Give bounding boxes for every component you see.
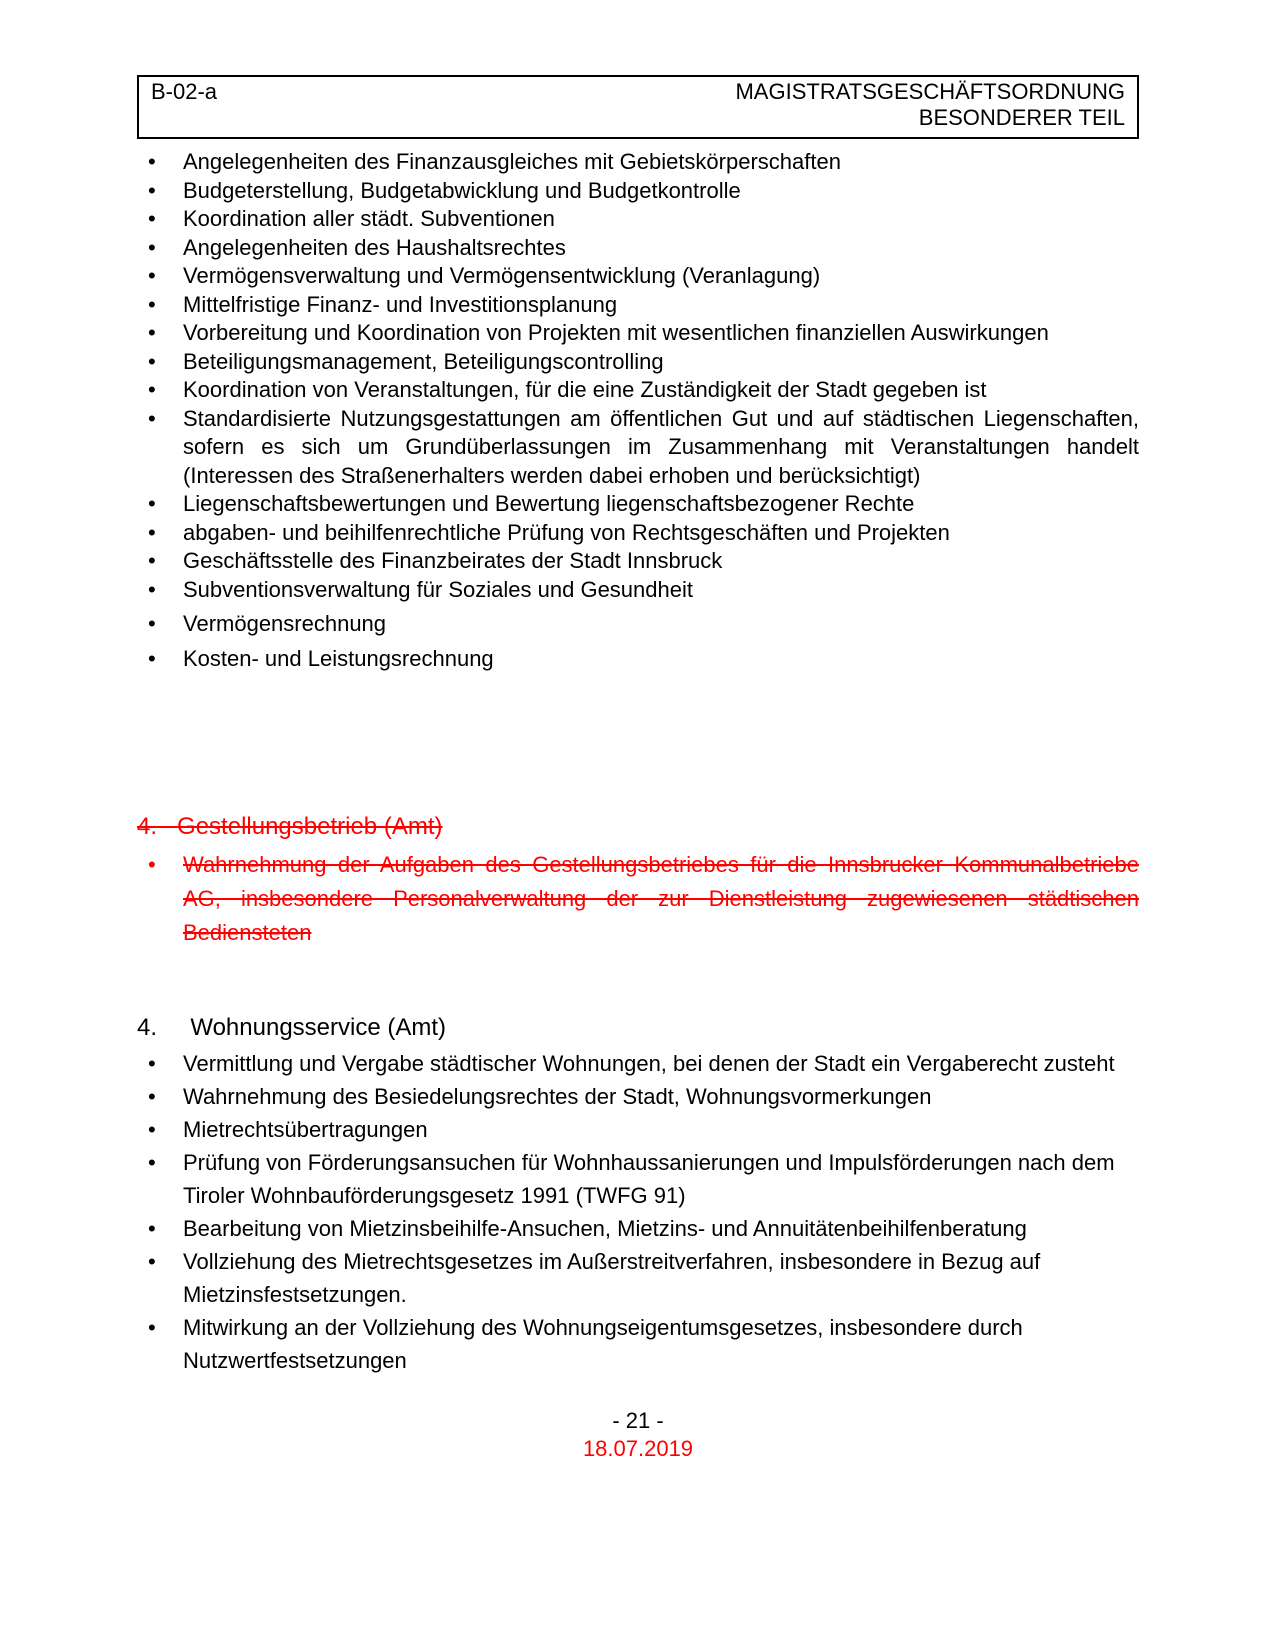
list-item-deleted bbox=[137, 848, 1139, 950]
list-item bbox=[137, 1113, 1139, 1146]
footer-date: 18.07.2019 bbox=[582, 1436, 694, 1461]
bullet-icon: • bbox=[148, 263, 156, 288]
bullet-icon: • bbox=[148, 234, 156, 260]
section-title: Gestellungsbetrieb (Amt) bbox=[177, 813, 443, 840]
bullet-icon: • bbox=[148, 519, 156, 545]
bullet-icon: • bbox=[148, 348, 156, 374]
bullet-icon: • bbox=[148, 1150, 156, 1175]
list-item bbox=[137, 490, 1139, 519]
list-item bbox=[137, 405, 1139, 491]
list-item bbox=[137, 576, 1139, 605]
bullet-icon: • bbox=[148, 1051, 156, 1076]
list-item bbox=[137, 1245, 1139, 1311]
document-code: B-02-a bbox=[151, 79, 218, 104]
list-item-text: Angelegenheiten des Haushaltsrechtes bbox=[183, 234, 566, 260]
list-item-text: Wahrnehmung des Besiedelungsrechtes der Stadt, Wohnungsvormerkungen bbox=[183, 1084, 932, 1109]
list-item bbox=[137, 348, 1139, 377]
list-item-text: Vermögensrechnung bbox=[183, 611, 387, 636]
list-item bbox=[137, 319, 1139, 348]
list-item-text: Standardisierte Nutzungsgestattungen am öffentlichen Gut und auf städtischen Liegenschaften, sofern es sich um Grundüberlassungen im Zusammenhang mit Veranstaltungen handelt (Interessen des Straßenerhalters werden dabei erhoben und berücksichtigt) bbox=[183, 405, 1139, 488]
bullet-icon: • bbox=[148, 611, 156, 636]
bullet-icon: • bbox=[148, 149, 156, 174]
list-item bbox=[137, 519, 1139, 548]
section-title: Wohnungsservice (Amt) bbox=[190, 1014, 447, 1041]
list-item bbox=[137, 291, 1139, 320]
list-item-text: Vermögensverwaltung und Vermögensentwicklung (Veranlagung) bbox=[183, 263, 821, 288]
list-item bbox=[137, 610, 1139, 639]
document-title-line2: BESONDERER TEIL bbox=[918, 105, 1125, 130]
list-item-text: Bearbeitung von Mietzinsbeihilfe-Ansuchen, Mietzins- und Annuitätenbeihilfenberatung bbox=[183, 1216, 1027, 1241]
bullet-icon: • bbox=[148, 1315, 156, 1340]
list-item bbox=[137, 547, 1139, 576]
list-item bbox=[137, 1146, 1139, 1212]
bullet-icon: • bbox=[148, 377, 156, 402]
page-number: - 21 - bbox=[612, 1408, 664, 1433]
document-title-line1: MAGISTRATSGESCHÄFTSORDNUNG bbox=[735, 79, 1125, 104]
list-item-text: Vorbereitung und Koordination von Projekten mit wesentlichen finanziellen Auswirkungen bbox=[183, 320, 1049, 345]
section-number: 4. bbox=[137, 1014, 158, 1041]
list-item bbox=[137, 1047, 1139, 1080]
list-item-text: Mietrechtsübertragungen bbox=[183, 1117, 428, 1142]
list-item bbox=[137, 177, 1139, 206]
list-item bbox=[137, 205, 1139, 234]
list-item bbox=[137, 234, 1139, 263]
list-item-text: Mitwirkung an der Vollziehung des Wohnungseigentumsgesetzes, insbesondere durch Nutzwertfestsetzungen bbox=[183, 1315, 1023, 1373]
bullet-icon: • bbox=[148, 852, 156, 877]
document-header-box bbox=[137, 75, 1139, 139]
bullet-icon: • bbox=[148, 291, 156, 317]
bullet-icon: • bbox=[148, 1084, 156, 1109]
housing-section-list bbox=[137, 1047, 1139, 1377]
bullet-icon: • bbox=[148, 177, 156, 203]
list-item-text: Kosten- und Leistungsrechnung bbox=[183, 645, 494, 671]
page-footer bbox=[137, 1407, 1139, 1463]
bullet-icon: • bbox=[148, 548, 156, 573]
list-item bbox=[137, 148, 1139, 177]
page-content bbox=[137, 75, 1139, 1463]
bullet-icon: • bbox=[148, 405, 156, 431]
list-item bbox=[137, 376, 1139, 405]
list-item-text: Liegenschaftsbewertungen und Bewertung liegenschaftsbezogener Rechte bbox=[183, 491, 915, 516]
list-item-text: abgaben- und beihilfenrechtliche Prüfung von Rechtsgeschäften und Projekten bbox=[183, 519, 950, 545]
bullet-icon: • bbox=[148, 206, 156, 231]
list-item bbox=[137, 262, 1139, 291]
bullet-icon: • bbox=[148, 1249, 156, 1274]
finance-tasks-list bbox=[137, 148, 1139, 673]
list-item-text: Koordination von Veranstaltungen, für die eine Zuständigkeit der Stadt gegeben ist bbox=[183, 377, 987, 402]
list-item-text: Prüfung von Förderungsansuchen für Wohnhaussanierungen und Impulsförderungen nach dem Tiroler Wohnbauförderungsgesetz 1991 (TWFG 91) bbox=[183, 1150, 1115, 1208]
list-item bbox=[137, 1311, 1139, 1377]
list-item-text: Subventionsverwaltung für Soziales und Gesundheit bbox=[183, 576, 693, 602]
list-item bbox=[137, 1080, 1139, 1113]
list-item-text: Geschäftsstelle des Finanzbeirates der Stadt Innsbruck bbox=[183, 548, 723, 573]
list-item-text: Budgeterstellung, Budgetabwicklung und Budgetkontrolle bbox=[183, 177, 741, 203]
list-item-text: Vermittlung und Vergabe städtischer Wohnungen, bei denen der Stadt ein Vergaberecht zusteht bbox=[183, 1051, 1115, 1076]
deleted-section-heading-text bbox=[137, 813, 442, 840]
bullet-icon: • bbox=[148, 1216, 156, 1241]
list-item-text-deleted: Wahrnehmung der Aufgaben des Gestellungsbetriebes für die Innsbrucker Kommunalbetriebe AG, insbesondere Personalverwaltung der zur Dienstleistung zugewiesenen städtischen Bediensteten bbox=[183, 852, 1139, 945]
deleted-section-heading bbox=[137, 811, 1139, 843]
list-item bbox=[137, 645, 1139, 674]
list-item bbox=[137, 1212, 1139, 1245]
bullet-icon: • bbox=[148, 1117, 156, 1142]
bullet-icon: • bbox=[148, 320, 156, 345]
list-item-text: Beteiligungsmanagement, Beteiligungscontrolling bbox=[183, 348, 664, 374]
deleted-section-list bbox=[137, 848, 1139, 950]
list-item-text: Mittelfristige Finanz- und Investitionsplanung bbox=[183, 291, 618, 317]
section-number: 4. bbox=[137, 813, 158, 840]
list-item-text: Angelegenheiten des Finanzausgleiches mit Gebietskörperschaften bbox=[183, 149, 841, 174]
bullet-icon: • bbox=[148, 645, 156, 671]
list-item-text: Vollziehung des Mietrechtsgesetzes im Außerstreitverfahren, insbesondere in Bezug auf Mietzinsfestsetzungen. bbox=[183, 1249, 1041, 1307]
bullet-icon: • bbox=[148, 491, 156, 516]
list-item-text: Koordination aller städt. Subventionen bbox=[183, 206, 555, 231]
housing-section-heading bbox=[137, 1012, 1139, 1044]
bullet-icon: • bbox=[148, 576, 156, 602]
